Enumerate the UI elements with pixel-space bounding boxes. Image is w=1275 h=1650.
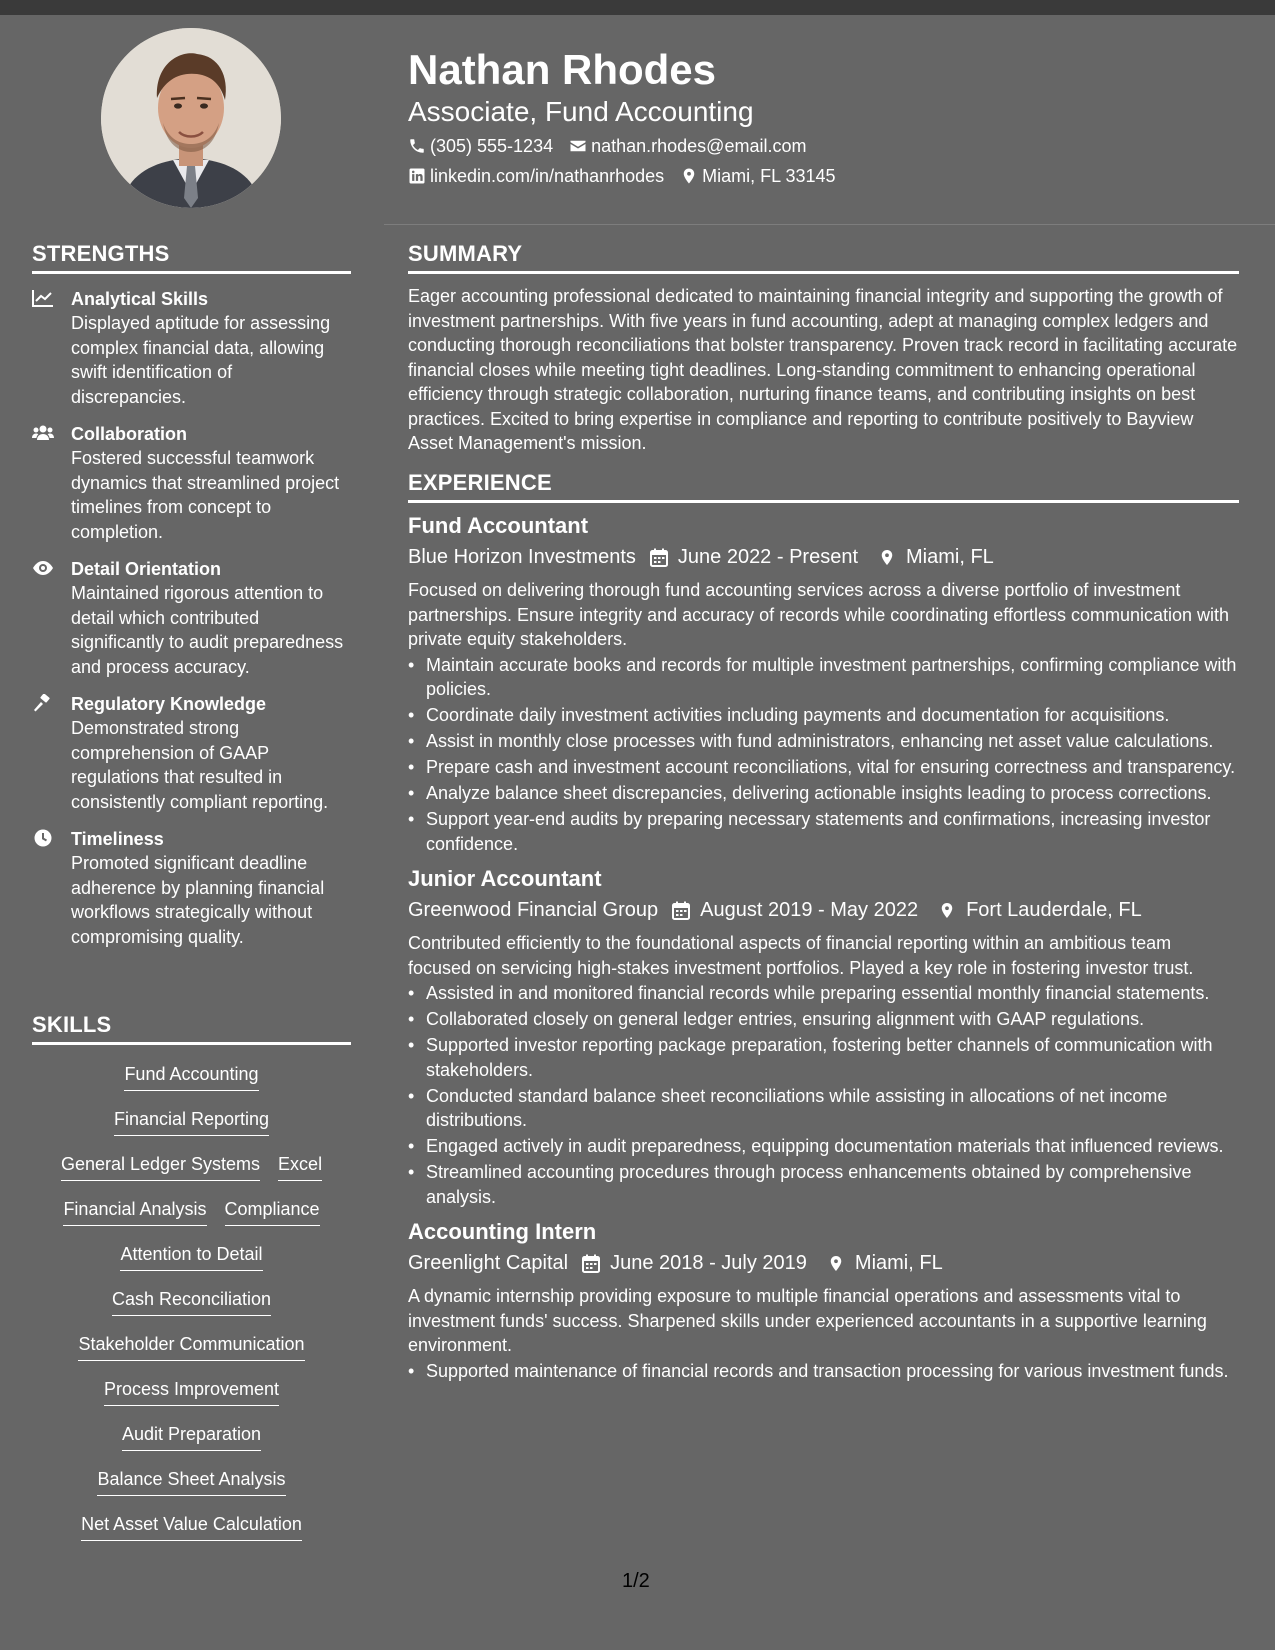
job-company: Greenwood Financial Group	[408, 899, 659, 921]
job-entry	[408, 1217, 1239, 1383]
experience-section	[408, 470, 1239, 1385]
email-contact[interactable]	[569, 134, 806, 158]
location-contact	[680, 164, 835, 188]
job-description: A dynamic internship providing exposure to multiple financial operations and assessments vital to investment funds' success. Sharpened skills under experienced accountants in a supportive learning environment.	[408, 1286, 1207, 1355]
skill-tag: Compliance	[225, 1196, 320, 1226]
job-bullet: • Assisted in and monitored financial records while preparing essential monthly financial statements.	[408, 981, 1239, 1006]
job-bullet: • Supported investor reporting package preparation, fostering better channels of communication with stakeholders.	[408, 1033, 1239, 1082]
job-location: Fort Lauderdale, FL	[966, 899, 1142, 921]
strength-title: Analytical Skills	[71, 289, 209, 309]
header-divider	[384, 224, 1275, 225]
map-pin-icon	[680, 167, 698, 185]
chart-line-icon	[32, 289, 54, 307]
summary-section	[408, 241, 1239, 456]
strength-item	[32, 692, 351, 814]
job-bullet: • Assist in monthly close processes with fund administrators, enhancing net asset value calculations.	[408, 729, 1239, 754]
strengths-heading: STRENGTHS	[32, 241, 351, 274]
job-bullet: • Maintain accurate books and records for multiple investment partnerships, confirming compliance with policies.	[408, 653, 1239, 702]
job-title: Junior Accountant	[408, 866, 602, 891]
job-description: Focused on delivering thorough fund accounting services across a diverse portfolio of investment partnerships. Ensure integrity and accuracy of records while coordinating effortless communication with private equity stakeholders.	[408, 580, 1230, 649]
candidate-role: Associate, Fund Accounting	[408, 96, 754, 127]
linkedin-contact[interactable]	[408, 164, 664, 188]
linkedin-text: linkedin.com/in/nathanrhodes	[430, 166, 665, 186]
map-pin-icon	[878, 548, 896, 567]
skill-tag: Cash Reconciliation	[112, 1286, 271, 1316]
profile-photo	[101, 28, 281, 208]
map-pin-icon	[827, 1254, 845, 1273]
page-number: 1/2	[622, 1570, 650, 1592]
strength-title: Timeliness	[71, 829, 164, 849]
strength-desc: Fostered successful teamwork dynamics that streamlined project timelines from concept to completion.	[71, 448, 340, 542]
job-bullet: • Supported maintenance of financial records and transaction processing for various investment funds.	[408, 1359, 1239, 1384]
strength-desc: Promoted significant deadline adherence by planning financial workflows strategically without compromising quality.	[71, 853, 325, 947]
calendar-icon	[582, 1254, 600, 1273]
strength-item	[32, 422, 351, 544]
users-icon	[32, 424, 54, 442]
job-bullet: • Conducted standard balance sheet reconciliations while assisting in allocations of net income distributions.	[408, 1084, 1239, 1133]
job-title: Accounting Intern	[408, 1219, 597, 1244]
skill-tag: Financial Reporting	[114, 1106, 269, 1136]
job-bullet: • Support year-end audits by preparing necessary statements and confirmations, increasing investor confidence.	[408, 807, 1239, 856]
calendar-icon	[672, 901, 690, 920]
skill-tag: Balance Sheet Analysis	[97, 1466, 285, 1496]
skill-tag: Financial Analysis	[63, 1196, 206, 1226]
phone-contact[interactable]	[408, 134, 553, 158]
skill-tag: Stakeholder Communication	[78, 1331, 304, 1361]
clock-icon	[32, 829, 54, 847]
skill-tag: General Ledger Systems	[61, 1151, 260, 1181]
job-bullet: • Analyze balance sheet discrepancies, delivering actionable insights leading to process corrections.	[408, 781, 1239, 806]
strengths-section	[32, 241, 351, 949]
job-bullet: • Collaborated closely on general ledger entries, ensuring alignment with GAAP regulations.	[408, 1007, 1239, 1032]
email-text: nathan.rhodes@email.com	[591, 136, 807, 156]
skill-tag: Process Improvement	[104, 1376, 279, 1406]
skill-tag: Attention to Detail	[120, 1241, 262, 1271]
job-bullet: • Coordinate daily investment activities including payments and documentation for acquisitions.	[408, 703, 1239, 728]
summary-text: Eager accounting professional dedicated to maintaining financial integrity and supporting the growth of investment partnerships. With five years in fund accounting, adept at managing complex ledgers and conducting thorough reconciliations that bolster transparency. Proven track record in facilitating accurate financial closes while meeting tight deadlines. Long-standing commitment to enhancing operational efficiency through strategic collaboration, nurturing finance teams, and contributing insights on best practices. Excited to bring expertise in compliance and reporting to contribute positively to Bayview Asset Management's mission.	[408, 286, 1238, 453]
envelope-icon	[569, 137, 587, 155]
job-entry	[408, 511, 1239, 856]
job-company: Blue Horizon Investments	[408, 546, 636, 568]
strength-desc: Demonstrated strong comprehension of GAAP regulations that resulted in consistently compliant reporting.	[71, 718, 329, 812]
job-bullet: • Prepare cash and investment account reconciliations, vital for ensuring correctness and transparency.	[408, 755, 1239, 780]
strength-item	[32, 287, 351, 409]
eye-icon	[32, 559, 54, 577]
candidate-name: Nathan Rhodes	[408, 46, 717, 93]
linkedin-icon	[408, 167, 426, 185]
job-description: Contributed efficiently to the foundational aspects of financial reporting within an ambitious team focused on servicing high-stakes investment portfolios. Played a key role in fostering investor trust.	[408, 933, 1194, 978]
experience-heading: EXPERIENCE	[408, 470, 1239, 503]
skill-tag: Fund Accounting	[124, 1061, 258, 1091]
job-location: Miami, FL	[854, 1252, 943, 1274]
job-bullet: • Streamlined accounting procedures through process enhancements obtained by comprehensive analysis.	[408, 1160, 1239, 1209]
phone-text: (305) 555-1234	[430, 136, 554, 156]
calendar-icon	[650, 548, 668, 567]
job-bullet: • Engaged actively in audit preparedness, equipping documentation materials that influenced reviews.	[408, 1134, 1239, 1159]
strength-title: Detail Orientation	[71, 559, 222, 579]
strength-desc: Displayed aptitude for assessing complex financial data, allowing swift identification of discrepancies.	[71, 313, 331, 407]
strength-desc: Maintained rigorous attention to detail which contributed significantly to audit preparedness and process accuracy.	[71, 583, 344, 677]
job-location: Miami, FL	[906, 546, 994, 568]
map-pin-icon	[938, 901, 956, 920]
job-dates: June 2018 - July 2019	[610, 1252, 807, 1274]
job-dates: August 2019 - May 2022	[700, 899, 919, 921]
skill-tag: Excel	[278, 1151, 322, 1181]
strength-title: Collaboration	[71, 424, 187, 444]
job-title: Fund Accountant	[408, 513, 589, 538]
strength-item	[32, 557, 351, 679]
gavel-icon	[32, 694, 54, 712]
job-dates: June 2022 - Present	[677, 546, 859, 568]
skill-tag: Net Asset Value Calculation	[81, 1511, 302, 1541]
location-text: Miami, FL 33145	[702, 166, 836, 186]
strength-title: Regulatory Knowledge	[71, 694, 267, 714]
contact-row-2	[408, 164, 852, 188]
top-bar	[0, 0, 1275, 15]
phone-icon	[408, 137, 426, 155]
job-company: Greenlight Capital	[408, 1252, 569, 1274]
contact-row-1	[408, 134, 822, 158]
job-entry	[408, 864, 1239, 1209]
skills-heading: SKILLS	[32, 1012, 351, 1045]
skill-tag: Audit Preparation	[122, 1421, 261, 1451]
summary-heading: SUMMARY	[408, 241, 1239, 274]
strength-item	[32, 827, 351, 949]
skills-section	[32, 1012, 351, 1556]
